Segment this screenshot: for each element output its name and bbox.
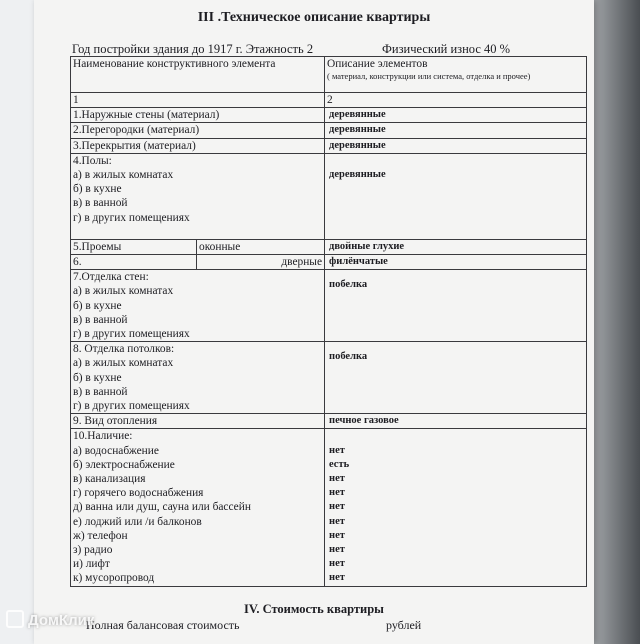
row-number-6: 6.	[71, 255, 197, 270]
build-year-floors: Год постройки здания до 1917 г. Этажность 2	[72, 42, 314, 56]
amenity-value: нет	[329, 572, 345, 584]
ceiling-finish-label: 8. Отделка потолков:	[73, 343, 175, 356]
amenity-value: нет	[329, 515, 345, 527]
list-item: а) в жилых комнатах	[73, 169, 174, 182]
amenity-value: нет	[329, 501, 345, 513]
row-value: деревянные	[325, 108, 587, 123]
row-value: деревянные	[325, 123, 587, 138]
amenity-value: нет	[329, 544, 345, 556]
list-item: б) в кухне	[73, 183, 122, 196]
table-row	[71, 108, 587, 123]
row-value: деревянные	[325, 138, 587, 153]
floors-cell	[71, 153, 325, 239]
watermark-logo	[6, 610, 94, 629]
house-icon	[6, 610, 24, 628]
floors-label: 4.Полы:	[73, 154, 112, 167]
document-sheet	[34, 0, 594, 644]
list-item: к) мусоропровод	[73, 572, 155, 585]
walls-finish-value	[325, 270, 587, 342]
list-item: а) в жилых комнатах	[73, 357, 174, 370]
openings-door-row	[71, 255, 587, 270]
column-number-2: 2	[325, 93, 587, 108]
ceiling-finish-value	[325, 342, 587, 414]
list-item: г) в других помещениях	[73, 211, 190, 224]
floors-row	[71, 153, 587, 239]
ceiling-finish-cell	[71, 342, 325, 414]
row-label: 3.Перекрытия (материал)	[71, 138, 325, 153]
walls-finish-material: побелка	[329, 279, 368, 291]
list-item: а) в жилых комнатах	[73, 285, 174, 298]
amenities-row	[71, 429, 587, 586]
header-element-description	[325, 57, 587, 93]
door-value: филёнчатые	[325, 255, 587, 270]
list-item: е) лоджий или /и балконов	[73, 515, 202, 528]
currency-label: рублей	[386, 618, 422, 632]
table-header-row	[71, 57, 587, 93]
list-item: и) лифт	[73, 558, 110, 571]
heating-value: печное газовое	[325, 414, 587, 429]
openings-label: 5.Проемы	[71, 239, 197, 254]
header-description-note: ( материал, конструкции или система, отделка и прочее)	[327, 71, 531, 82]
amenity-value: нет	[329, 558, 345, 570]
ceiling-finish-material: побелка	[329, 351, 368, 363]
list-item: а) водоснабжение	[73, 444, 159, 457]
list-item: д) ванна или душ, сауна или бассейн	[73, 501, 251, 514]
header-description-title: Описание элементов	[327, 58, 428, 70]
building-info	[72, 42, 511, 57]
amenities-cell	[71, 429, 325, 586]
section-title: III .Техническое описание квартиры	[197, 10, 431, 25]
amenity-value: нет	[329, 444, 345, 456]
window-value: двойные глухие	[325, 239, 587, 254]
amenities-label: 10.Наличие:	[73, 430, 133, 443]
technical-description-table	[70, 56, 587, 587]
row-label: 1.Наружные стены (материал)	[71, 108, 325, 123]
watermark-text: ДомКлик	[28, 612, 95, 629]
list-item: б) электроснабжение	[73, 458, 175, 471]
floors-material: деревянные	[329, 169, 386, 181]
balance-cost-label: Полная балансовая стоимость	[86, 618, 240, 632]
walls-finish-row	[71, 270, 587, 342]
column-numbers-row	[71, 93, 587, 108]
list-item: ж) телефон	[73, 529, 128, 542]
cost-section-title: IV. Стоимость квартиры	[244, 602, 384, 616]
amenity-value: нет	[329, 473, 345, 485]
heating-row	[71, 414, 587, 429]
row-label: 2.Перегородки (материал)	[71, 123, 325, 138]
list-item: б) в кухне	[73, 371, 122, 384]
list-item: г) в других помещениях	[73, 400, 190, 413]
physical-wear: Физический износ 40 %	[382, 42, 511, 56]
header-element-name: Наименование конструктивного элемента	[71, 57, 325, 93]
amenity-value: есть	[329, 458, 350, 470]
column-number-1: 1	[71, 93, 325, 108]
list-item: з) радио	[73, 544, 113, 557]
amenity-value: нет	[329, 487, 345, 499]
list-item: в) в ванной	[73, 313, 128, 326]
window-label: оконные	[197, 239, 325, 254]
floors-value	[325, 153, 587, 239]
table-row	[71, 138, 587, 153]
walls-finish-label: 7.Отделка стен:	[73, 271, 149, 284]
list-item: г) в других помещениях	[73, 328, 190, 341]
heating-label: 9. Вид отопления	[71, 414, 325, 429]
list-item: в) в ванной	[73, 385, 128, 398]
amenities-values	[325, 429, 587, 586]
table-row	[71, 123, 587, 138]
list-item: в) канализация	[73, 473, 146, 486]
list-item: г) горячего водоснабжения	[73, 487, 204, 500]
openings-window-row	[71, 239, 587, 254]
door-label: дверные	[197, 255, 325, 270]
list-item: в) в ванной	[73, 197, 128, 210]
amenity-value: нет	[329, 529, 345, 541]
walls-finish-cell	[71, 270, 325, 342]
ceiling-finish-row	[71, 342, 587, 414]
list-item: б) в кухне	[73, 299, 122, 312]
balance-cost-line	[86, 618, 422, 633]
